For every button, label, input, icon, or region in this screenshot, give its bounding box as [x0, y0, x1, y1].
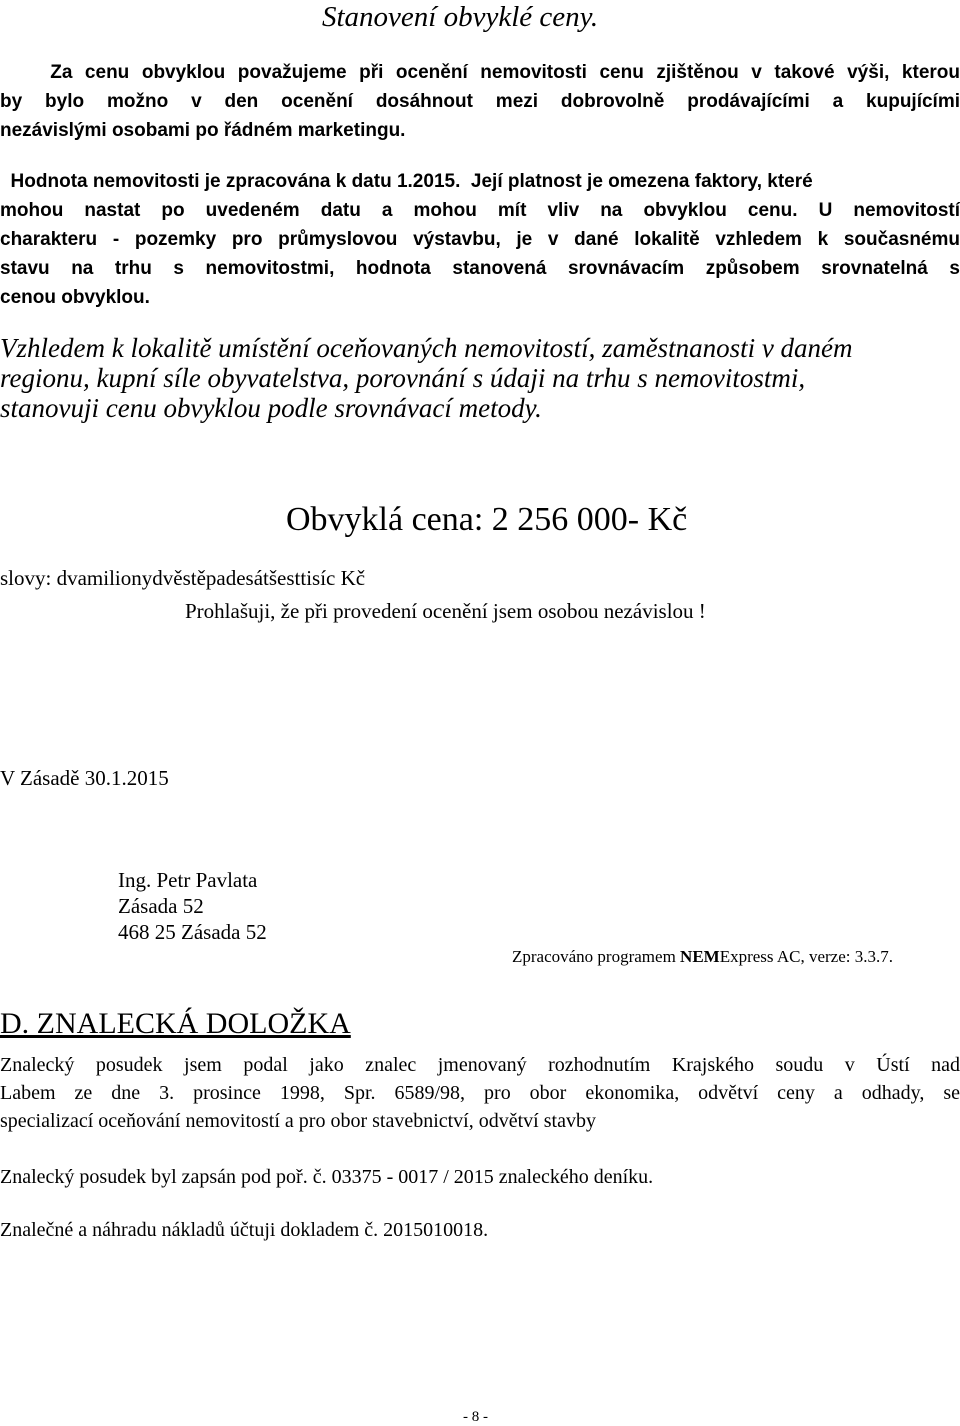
paragraph-line: cenou obvyklou. [0, 287, 150, 308]
section-title: Stanovení obvyklé ceny. [322, 1, 599, 33]
expert-clause-heading: D. ZNALECKÁ DOLOŽKA [0, 1007, 351, 1040]
price-in-words: slovy: dvamilionydvěstěpadesátšesttisíc Kč [0, 566, 366, 590]
signature-city: 468 25 Zásada 52 [118, 920, 267, 944]
software-prefix: Zpracováno programem [512, 947, 681, 966]
expert-fee-note: Znalečné a náhradu nákladů účtuji dokladem č. 2015010018. [0, 1219, 489, 1241]
place-date: V Zásadě 30.1.2015 [0, 766, 169, 790]
paragraph-method [0, 333, 960, 423]
paragraph-line: Znalecký posudek jsem podal jako znalec jmenovaný rozhodnutím Krajského soudu v Ústí nad [0, 1054, 960, 1076]
paragraph-line: stanovuji cenu obvyklou podle srovnávací metody. [0, 393, 542, 423]
expert-clause-text [0, 1051, 960, 1135]
signature-name: Ing. Petr Pavlata [118, 868, 258, 892]
paragraph-line: regionu, kupní síle obyvatelstva, porovnání s údaji na trhu s nemovitostmi, [0, 363, 806, 393]
paragraph-line: Vzhledem k lokalitě umístění oceňovaných nemovitostí, zaměstnanosti v daném [0, 333, 853, 363]
paragraph-line: Za cenu obvyklou považujeme při ocenění nemovitosti cenu zjištěnou v takové výši, kterou [0, 62, 960, 83]
paragraph-line: stavu na trhu s nemovitostmi, hodnota stanovená srovnávacím způsobem srovnatelná s [0, 258, 960, 279]
expert-register-entry: Znalecký posudek byl zapsán pod poř. č. 03375 - 0017 / 2015 znaleckého deníku. [0, 1166, 654, 1188]
paragraph-line: by bylo možno v den ocenění dosáhnout mezi dobrovolně prodávajícími a kupujícími [0, 91, 960, 112]
software-brand-rest: Express AC, verze: 3.3.7. [719, 947, 893, 966]
page-number: - 8 - [463, 1409, 488, 1425]
signature-street: Zásada 52 [118, 894, 204, 918]
signature-block [118, 867, 518, 945]
paragraph-line: Labem ze dne 3. prosince 1998, Spr. 6589/98, pro obor ekonomika, odvětví ceny a odhady, se [0, 1082, 960, 1104]
usual-price: Obvyklá cena: 2 256 000- Kč [286, 501, 688, 538]
paragraph-line: mohou nastat po uvedeném datu a mohou mít vliv na obvyklou cenu. U nemovitostí [0, 200, 960, 221]
paragraph-valuation-date [0, 167, 960, 312]
paragraph-line: specializací oceňování nemovitostí a pro obor stavebnictví, odvětví stavby [0, 1110, 596, 1132]
paragraph-line: nezávislými osobami po řádném marketingu. [0, 120, 406, 141]
software-note [512, 946, 960, 968]
independence-statement: Prohlašuji, že při provedení ocenění jsem osobou nezávislou ! [185, 599, 706, 623]
paragraph-line: Hodnota nemovitosti je zpracována k datu 1.2015. Její platnost je omezena faktory, které [0, 171, 813, 192]
paragraph-line: charakteru - pozemky pro průmyslovou výstavbu, je v dané lokalitě vzhledem k současnému [0, 229, 960, 250]
software-brand-bold: NEM [680, 947, 720, 966]
paragraph-definition [0, 58, 960, 145]
